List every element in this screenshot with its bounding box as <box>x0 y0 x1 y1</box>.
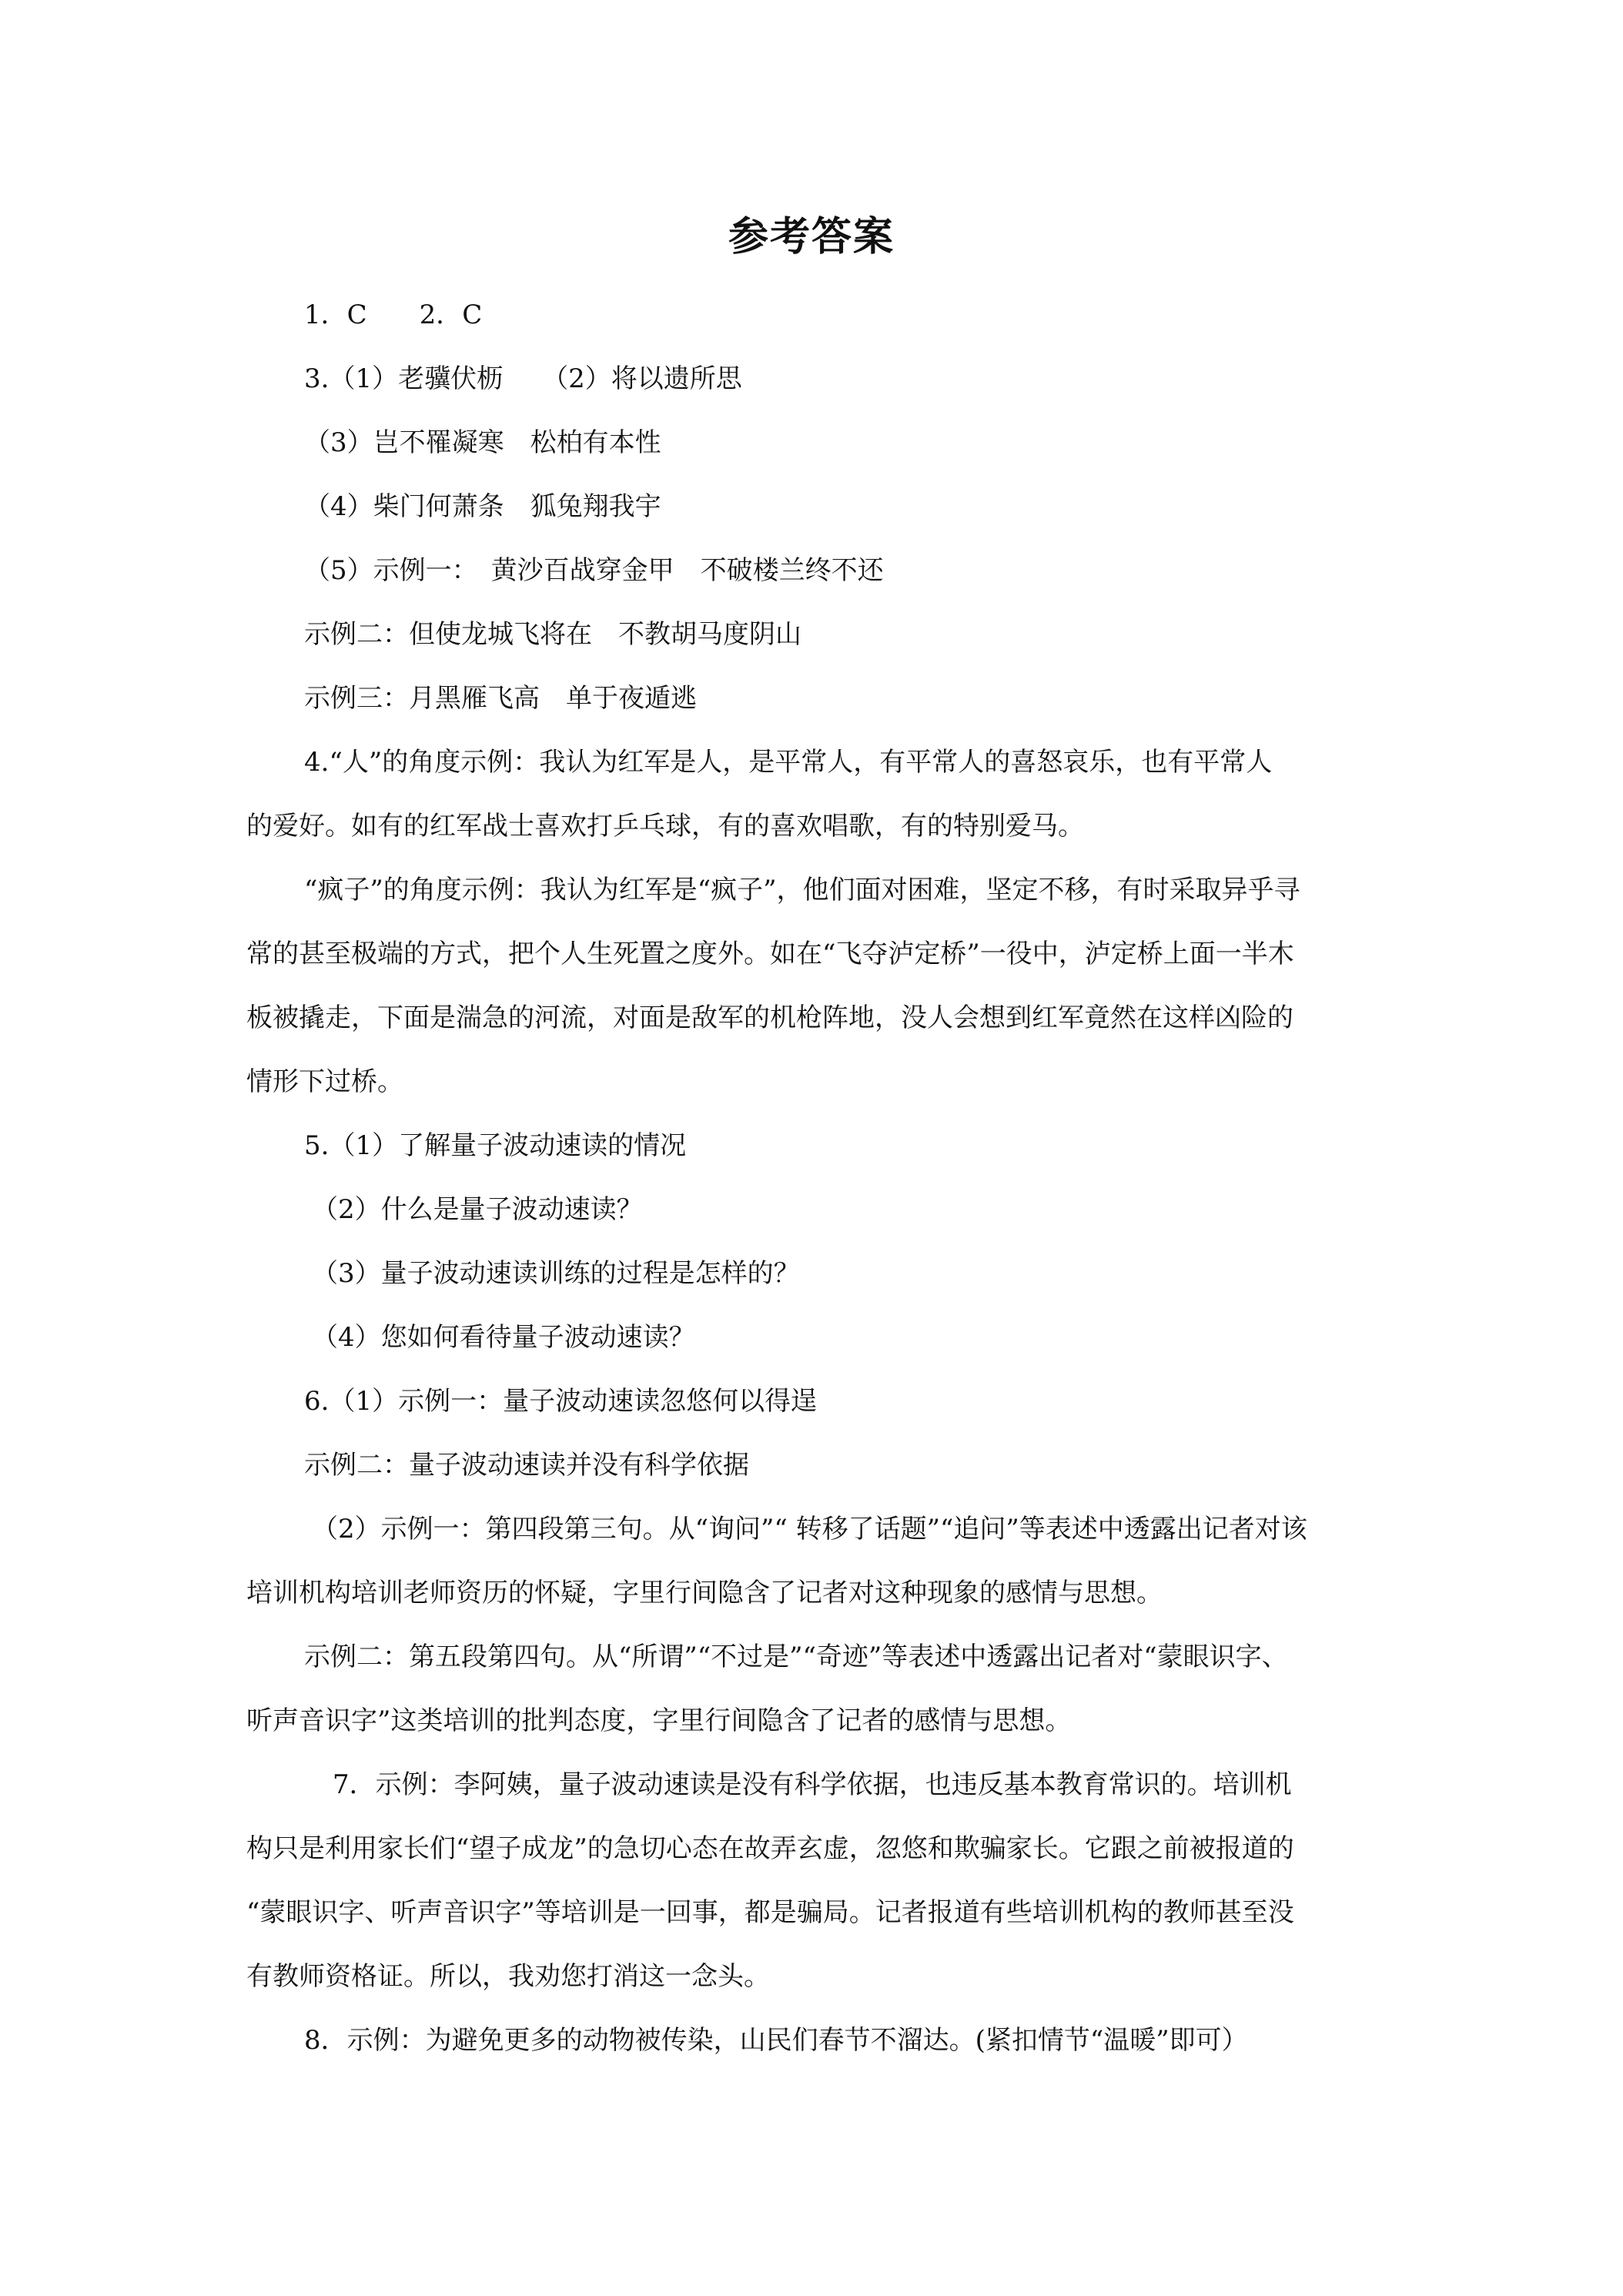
answer-line: 5.（1）了解量子波动速读的情况 <box>304 1130 687 1161</box>
answer-line: 4.“人”的角度示例：我认为红军是人，是平常人，有平常人的喜怒哀乐，也有平常人 <box>304 747 1273 778</box>
answer-line: 培训机构培训老师资历的怀疑，字里行间隐含了记者对这种现象的感情与思想。 <box>246 1578 1163 1608</box>
answer-line: 7．示例：李阿姨，量子波动速读是没有科学依据，也违反基本教育常识的。培训机 <box>333 1769 1292 1800</box>
answer-line: 1．C 2．C <box>304 300 483 330</box>
answer-line: 有教师资格证。所以，我劝您打消这一念头。 <box>246 1961 770 1992</box>
answer-line: （2）示例一：第四段第三句。从“询问”“ 转移了话题”“追问”等表述中透露出记者对该 <box>312 1514 1307 1545</box>
answer-line: 示例二：第五段第四句。从“所谓”“不过是”“奇迹”等表述中透露出记者对“蒙眼识字、 <box>304 1642 1288 1672</box>
answer-line: 常的甚至极端的方式，把个人生死置之度外。如在“飞夺泸定桥”一役中，泸定桥上面一半木 <box>246 939 1294 969</box>
answer-line: 3.（1）老骥伏枥 （2）将以遗所思 <box>304 363 742 394</box>
answer-line: 听声音识字”这类培训的批判态度，字里行间隐含了记者的感情与思想。 <box>246 1705 1072 1736</box>
answer-line: 的爱好。如有的红军战士喜欢打乒乓球，有的喜欢唱歌，有的特别爱马。 <box>246 811 1084 842</box>
answer-line: 示例三：月黑雁飞高 单于夜遁逃 <box>304 683 697 714</box>
answer-line: 8．示例：为避免更多的动物被传染，山民们春节不溜达。(紧扣情节“温暖”即可） <box>304 2025 1248 2056</box>
answer-line: 构只是利用家长们“望子成龙”的急切心态在故弄玄虚，忽悠和欺骗家长。它跟之前被报道的 <box>246 1833 1294 1864</box>
answer-line: 情形下过桥。 <box>246 1066 403 1097</box>
answer-line: （4）您如何看待量子波动速读？ <box>312 1322 695 1353</box>
page-title: 参考答案 <box>728 213 895 260</box>
answer-line: （4）柴门何萧条 狐兔翔我宇 <box>304 491 661 522</box>
answer-line: “疯子”的角度示例：我认为红军是“疯子”，他们面对困难，坚定不移，有时采取异乎寻 <box>304 875 1300 905</box>
answer-line: （2）什么是量子波动速读？ <box>312 1194 643 1225</box>
answer-line: （3）量子波动速读训练的过程是怎样的？ <box>312 1258 800 1289</box>
answer-line: 板被撬走，下面是湍急的河流，对面是敌军的机枪阵地，没人会想到红军竟然在这样凶险的 <box>246 1002 1293 1033</box>
answer-line: （5）示例一： 黄沙百战穿金甲 不破楼兰终不还 <box>304 555 884 586</box>
answer-line: 示例二：量子波动速读并没有科学依据 <box>304 1450 749 1481</box>
answer-line: “蒙眼识字、听声音识字”等培训是一回事，都是骗局。记者报道有些培训机构的教师甚至没 <box>246 1897 1294 1928</box>
answer-line: 6.（1）示例一：量子波动速读忽悠何以得逞 <box>304 1386 818 1417</box>
answer-line: （3）岂不罹凝寒 松柏有本性 <box>304 427 661 458</box>
answer-line: 示例二：但使龙城飞将在 不教胡马度阴山 <box>304 619 801 650</box>
